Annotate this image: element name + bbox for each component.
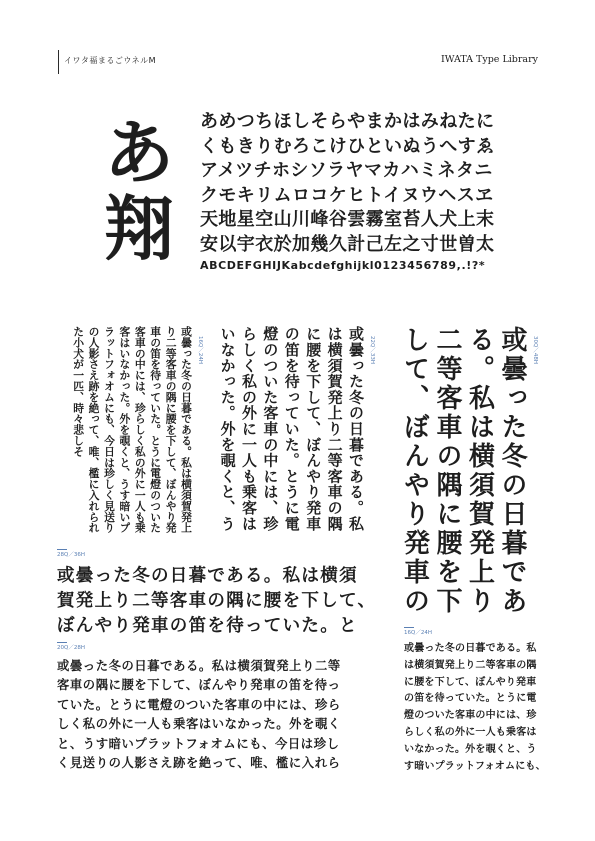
font-name-label: イワタ福まるごウネルM — [64, 56, 157, 65]
size-label-16q-vertical: 16Q／24H — [197, 336, 203, 364]
specimen-line: アメツチホシソラヤマカハミネタニ — [200, 160, 493, 181]
specimen-line: 安以宇衣於加幾久計己左之寸世曽太 — [200, 233, 495, 255]
text-line: 或曇った冬の日暮である。私は横須 — [57, 566, 358, 586]
vertical-text-22q: 或曇った冬の日暮である。私は横須賀発上り二等客車の隅に腰を下して、ぼんやり発車の笛を待っていた。とうに電燈のついた客車の中には、珍らしく私の外に一人も乗客はいなかった。外を覗くと、う — [218, 326, 365, 532]
size-label-28q-wrap — [57, 549, 85, 558]
size-label-16q: 16Q／24H — [404, 630, 432, 636]
text-line: いなかった。外を覗くと、う — [404, 743, 537, 755]
specimen-line: クモキリムロコケヒトイヌウヘスヱ — [200, 184, 494, 206]
text-line: ていた。とうに電燈のついた客車の中には、珍ら — [57, 697, 341, 712]
text-line: す暗いプラットフォオムにも、 — [404, 760, 546, 772]
size-label-16q-wrap — [404, 627, 432, 636]
hero-glyph-kanji: 翔 — [104, 188, 174, 270]
text-line: しく私の外に一人も乗客はいなかった。外を覗く — [57, 717, 341, 732]
size-label-22q: 22Q／33H — [369, 336, 375, 364]
text-line: の笛を待っていた。とうに電 — [404, 693, 537, 705]
size-label-30q: 30Q／48H — [532, 336, 538, 364]
header-rule — [58, 50, 59, 74]
size-label-20q-wrap — [57, 642, 85, 651]
specimen-line: あめつちほしそらやまかはみねたに — [200, 111, 495, 132]
specimen-line: 天地星空山川峰谷雲霧室苔人犬上末 — [200, 209, 495, 230]
horizontal-text-28q — [57, 564, 376, 639]
text-line: と、うす暗いプラットフォオムにも、今日は珍し — [57, 736, 340, 751]
text-line: 或曇った冬の日暮である。私 — [404, 643, 537, 654]
text-line: は横須賀発上り二等客車の隅 — [404, 659, 537, 671]
text-line: らしく私の外に一人も乗客は — [404, 726, 537, 738]
size-label-20q: 20Q／28H — [57, 645, 85, 651]
text-line: 或曇った冬の日暮である。私は横須賀発上り二等 — [57, 659, 341, 673]
text-line: ぼんやり発車の笛を待っていた。と — [57, 616, 358, 636]
size-label-28q: 28Q／36H — [57, 552, 85, 558]
vertical-text-30q: 或曇った冬の日暮である。私は横須賀発上り二等客車の隅に腰を下して、ぼんやり発車の — [400, 326, 527, 616]
text-line: 賀発上り二等客車の隅に腰を下して、 — [57, 591, 377, 611]
hero-glyph-hiragana: あ — [104, 112, 174, 194]
text-line: 燈のついた客車の中には、珍 — [404, 710, 537, 722]
text-line: 客車の隅に腰を下して、ぼんやり発車の笛を待っ — [57, 678, 341, 693]
specimen-latin-line: ABCDEFGHIJKabcdefghijkl0123456789,.!?* — [200, 259, 486, 272]
character-specimen — [200, 110, 500, 274]
specimen-line: くもきりむろこけひといぬうへすゑ — [200, 135, 495, 157]
text-line: に腰を下して、ぼんやり発車 — [404, 676, 537, 688]
text-line: く見送りの人影さえ跡を絶って、唯、檻に入れら — [57, 756, 341, 771]
library-title: IWATA Type Library — [440, 54, 538, 65]
horizontal-text-20q — [57, 657, 341, 773]
vertical-text-16q: 或曇った冬の日暮である。私は横須賀発上り二等客車の隅に腰を下して、ぼんやり発車の笛を待っていた。とうに電燈のついた客車の中には、珍らしく私の外に一人も乗客はいなかった。外を覗くと、うす暗いプラットフォオムにも、今日は珍しく見送りの人影さえ跡を絶って、唯、檻に入れられた小犬が一匹、時々悲しそ — [72, 326, 193, 534]
horizontal-text-16q — [404, 641, 546, 775]
